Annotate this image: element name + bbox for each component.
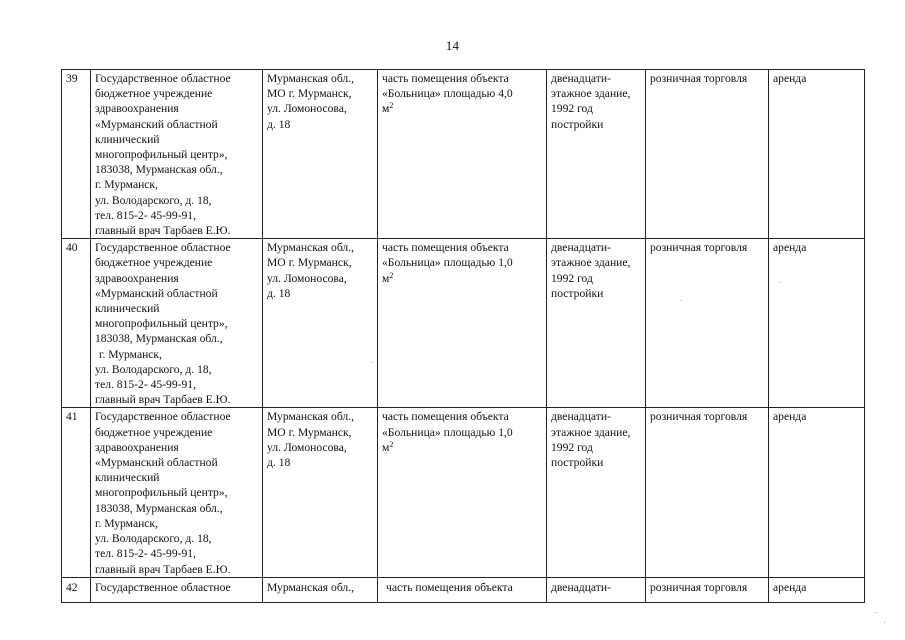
use-cell: аренда xyxy=(769,239,865,408)
address-line: д. 18 xyxy=(267,117,291,131)
scan-speck xyxy=(780,282,781,283)
building-cell xyxy=(547,70,646,239)
holder-line: здравоохранения xyxy=(95,440,179,454)
building-line: 1992 год xyxy=(551,271,593,285)
object-unit xyxy=(382,101,542,116)
building-line: этажное здание, xyxy=(551,256,631,270)
object-line: часть помещения объекта xyxy=(386,580,513,594)
holder-line: «Мурманский областной xyxy=(95,117,218,131)
building-cell xyxy=(547,408,646,577)
scan-speck xyxy=(884,622,885,623)
address-line: ул. Ломоносова, xyxy=(267,102,347,116)
holder-line: Государственное областное xyxy=(95,72,231,85)
holder-line: главный врач Тарбаев Е.Ю. xyxy=(95,393,231,407)
holder-line: Государственное областное xyxy=(95,241,231,255)
unit-text: м xyxy=(382,440,390,454)
holder-line: г. Мурманск, xyxy=(99,347,162,361)
holder-line: здравоохранения xyxy=(95,102,179,116)
holder-line: ул. Володарского, д. 18, xyxy=(95,362,212,376)
address-line: Мурманская обл., xyxy=(267,72,355,85)
address-line: д. 18 xyxy=(267,286,291,300)
unit-text: м xyxy=(382,102,390,116)
address-line: МО г. Мурманск, xyxy=(267,87,352,101)
purpose-cell: розничная торговля xyxy=(646,408,769,577)
building-line: двенадцати- xyxy=(551,410,611,424)
use-cell: аренда xyxy=(769,408,865,577)
unit-exponent: 2 xyxy=(389,270,394,280)
building-line: 1992 год xyxy=(551,102,593,116)
address-line: МО г. Мурманск, xyxy=(267,256,352,270)
use-cell: аренда xyxy=(769,70,865,239)
property-table xyxy=(61,69,865,603)
holder-line: Государственное областное xyxy=(95,580,231,594)
object-cell xyxy=(378,239,547,408)
holder-line: ул. Володарского, д. 18, xyxy=(95,532,212,546)
holder-cell xyxy=(91,577,263,602)
holder-line: клинический xyxy=(95,132,160,146)
holder-line: здравоохранения xyxy=(95,271,179,285)
building-line: постройки xyxy=(551,286,604,300)
object-line: часть помещения объекта xyxy=(382,72,509,85)
holder-line: главный врач Тарбаев Е.Ю. xyxy=(95,562,231,576)
address-cell xyxy=(263,577,378,602)
object-unit xyxy=(382,271,542,286)
scan-speck xyxy=(681,300,682,301)
page-number: 14 xyxy=(445,38,460,53)
object-cell xyxy=(378,408,547,577)
holder-line: многопрофильный центр», xyxy=(95,317,228,331)
address-line: МО г. Мурманск, xyxy=(267,425,352,439)
purpose-cell: розничная торговля xyxy=(646,239,769,408)
table-row xyxy=(62,239,865,408)
holder-line: 183038, Мурманская обл., xyxy=(95,163,223,177)
purpose-cell: розничная торговля xyxy=(646,577,769,602)
address-line: ул. Ломоносова, xyxy=(267,440,347,454)
holder-line: тел. 815-2- 45-99-91, xyxy=(95,547,197,561)
table-row xyxy=(62,577,865,602)
building-line: двенадцати- xyxy=(551,580,611,594)
holder-line: бюджетное учреждение xyxy=(95,425,213,439)
address-line: д. 18 xyxy=(267,456,291,470)
table-row xyxy=(62,408,865,577)
holder-line: многопрофильный центр», xyxy=(95,486,228,500)
table-row xyxy=(62,70,865,239)
holder-line: Государственное областное xyxy=(95,410,231,424)
object-unit xyxy=(382,440,542,455)
address-line: Мурманская обл., xyxy=(267,241,355,255)
object-line: «Больница» площадью 4,0 xyxy=(382,87,513,101)
holder-line: «Мурманский областной xyxy=(95,286,218,300)
address-cell xyxy=(263,408,378,577)
use-cell: аренда xyxy=(769,577,865,602)
object-line: часть помещения объекта xyxy=(382,410,509,424)
building-line: двенадцати- xyxy=(551,72,611,85)
holder-line: бюджетное учреждение xyxy=(95,256,213,270)
holder-line: 183038, Мурманская обл., xyxy=(95,332,223,346)
holder-line: клинический xyxy=(95,302,160,316)
object-line: «Больница» площадью 1,0 xyxy=(382,425,513,439)
building-cell xyxy=(547,577,646,602)
holder-cell xyxy=(91,239,263,408)
building-cell xyxy=(547,239,646,408)
address-cell xyxy=(263,70,378,239)
scan-speck xyxy=(876,612,877,613)
holder-cell xyxy=(91,408,263,577)
holder-line: ул. Володарского, д. 18, xyxy=(95,193,212,207)
unit-text: м xyxy=(382,271,390,285)
holder-line: бюджетное учреждение xyxy=(95,87,213,101)
purpose-cell: розничная торговля xyxy=(646,70,769,239)
object-cell xyxy=(378,70,547,239)
unit-exponent: 2 xyxy=(389,439,394,449)
holder-line: тел. 815-2- 45-99-91, xyxy=(95,378,197,392)
holder-line: г. Мурманск, xyxy=(95,516,158,530)
row-number: 41 xyxy=(62,408,91,577)
object-line: «Больница» площадью 1,0 xyxy=(382,256,513,270)
building-line: постройки xyxy=(551,456,604,470)
holder-cell xyxy=(91,70,263,239)
address-cell xyxy=(263,239,378,408)
building-line: постройки xyxy=(551,117,604,131)
holder-line: г. Мурманск, xyxy=(95,178,158,192)
holder-line: тел. 815-2- 45-99-91, xyxy=(95,208,197,222)
holder-line: «Мурманский областной xyxy=(95,456,218,470)
building-line: этажное здание, xyxy=(551,425,631,439)
address-line: Мурманская обл., xyxy=(267,410,355,424)
holder-line: 183038, Мурманская обл., xyxy=(95,501,223,515)
row-number: 42 xyxy=(62,577,91,602)
scan-speck xyxy=(372,362,373,363)
address-line: ул. Ломоносова, xyxy=(267,271,347,285)
building-line: 1992 год xyxy=(551,440,593,454)
object-line: часть помещения объекта xyxy=(382,241,509,255)
address-line: Мурманская обл., xyxy=(267,580,355,594)
holder-line: главный врач Тарбаев Е.Ю. xyxy=(95,224,231,238)
building-line: этажное здание, xyxy=(551,87,631,101)
holder-line: клинический xyxy=(95,471,160,485)
object-cell xyxy=(378,577,547,602)
row-number: 40 xyxy=(62,239,91,408)
building-line: двенадцати- xyxy=(551,241,611,255)
unit-exponent: 2 xyxy=(389,101,394,111)
holder-line: многопрофильный центр», xyxy=(95,148,228,162)
row-number: 39 xyxy=(62,70,91,239)
